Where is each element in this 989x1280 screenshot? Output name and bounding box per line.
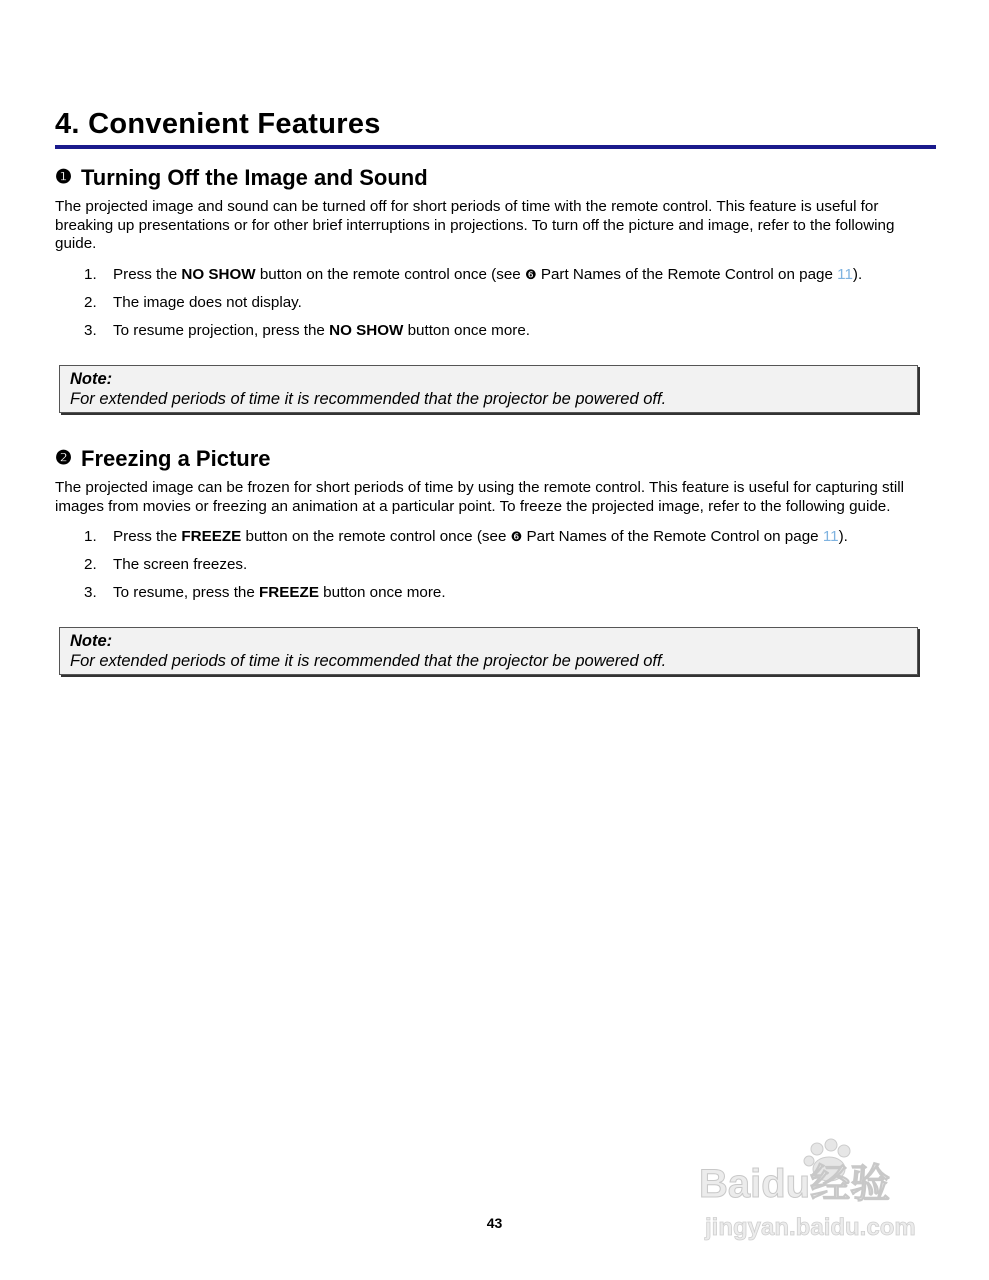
section-number-icon: ❶ (55, 167, 73, 188)
svg-text:Baidu经验: Baidu经验 (699, 1162, 891, 1206)
chapter-title: 4. Convenient Features (55, 108, 381, 140)
watermark-logo (699, 1135, 929, 1245)
step-list (55, 523, 936, 607)
note-label: Note: (70, 370, 113, 389)
title-rule (55, 145, 936, 149)
note-text: For extended periods of time it is recommended that the projector be powered off. (70, 390, 667, 409)
button-name: NO SHOW (329, 322, 404, 340)
section-paragraph: The projected image and sound can be turned off for short periods of time with the remote control. This feature is useful for breaking up presentations or for other brief interruptions in projections. To turn off the picture and image, refer to the following guide. (55, 198, 895, 253)
section-heading (55, 445, 936, 473)
step-item: 2. The screen freezes. (84, 556, 248, 574)
step-item: 1. Press the NO SHOW button on the remote control once (see ❻ Part Names of the Remote Control on page 11). (84, 266, 863, 284)
button-name: NO SHOW (181, 266, 256, 284)
button-name: FREEZE (259, 584, 319, 602)
step-item: 3. To resume, press the FREEZE button once more. (84, 584, 446, 602)
reference-number-icon: ❻ (524, 267, 537, 283)
page-number: 43 (486, 1215, 503, 1231)
page-link[interactable]: 11 (837, 266, 853, 284)
step-list (55, 261, 936, 345)
page-link[interactable]: 11 (822, 528, 839, 546)
note-box (59, 365, 918, 413)
reference-number-icon: ❻ (510, 529, 523, 545)
button-name: FREEZE (181, 528, 242, 546)
note-box (59, 627, 918, 675)
step-item: 3. To resume projection, press the NO SHOW button once more. (84, 322, 530, 340)
section-heading (55, 164, 936, 192)
step-item: 2. The image does not display. (84, 294, 302, 312)
section-heading-text: Freezing a Picture (81, 446, 271, 471)
note-label: Note: (70, 632, 113, 651)
section-number-icon: ❷ (55, 448, 73, 469)
step-item: 1. Press the FREEZE button on the remote control once (see ❻ Part Names of the Remote Control on page 11). (84, 528, 848, 546)
section-heading-text: Turning Off the Image and Sound (81, 165, 428, 190)
section-paragraph: The projected image can be frozen for short periods of time by using the remote control. This feature is useful for capturing still images from movies or freezing an animation at a particular point. To freeze the projected image, refer to the following guide. (55, 479, 904, 515)
svg-text:jingyan.baidu.com: jingyan.baidu.com (705, 1214, 916, 1241)
section-freezing (55, 445, 936, 675)
section-turning-off (55, 164, 936, 413)
note-text: For extended periods of time it is recommended that the projector be powered off. (70, 652, 667, 671)
